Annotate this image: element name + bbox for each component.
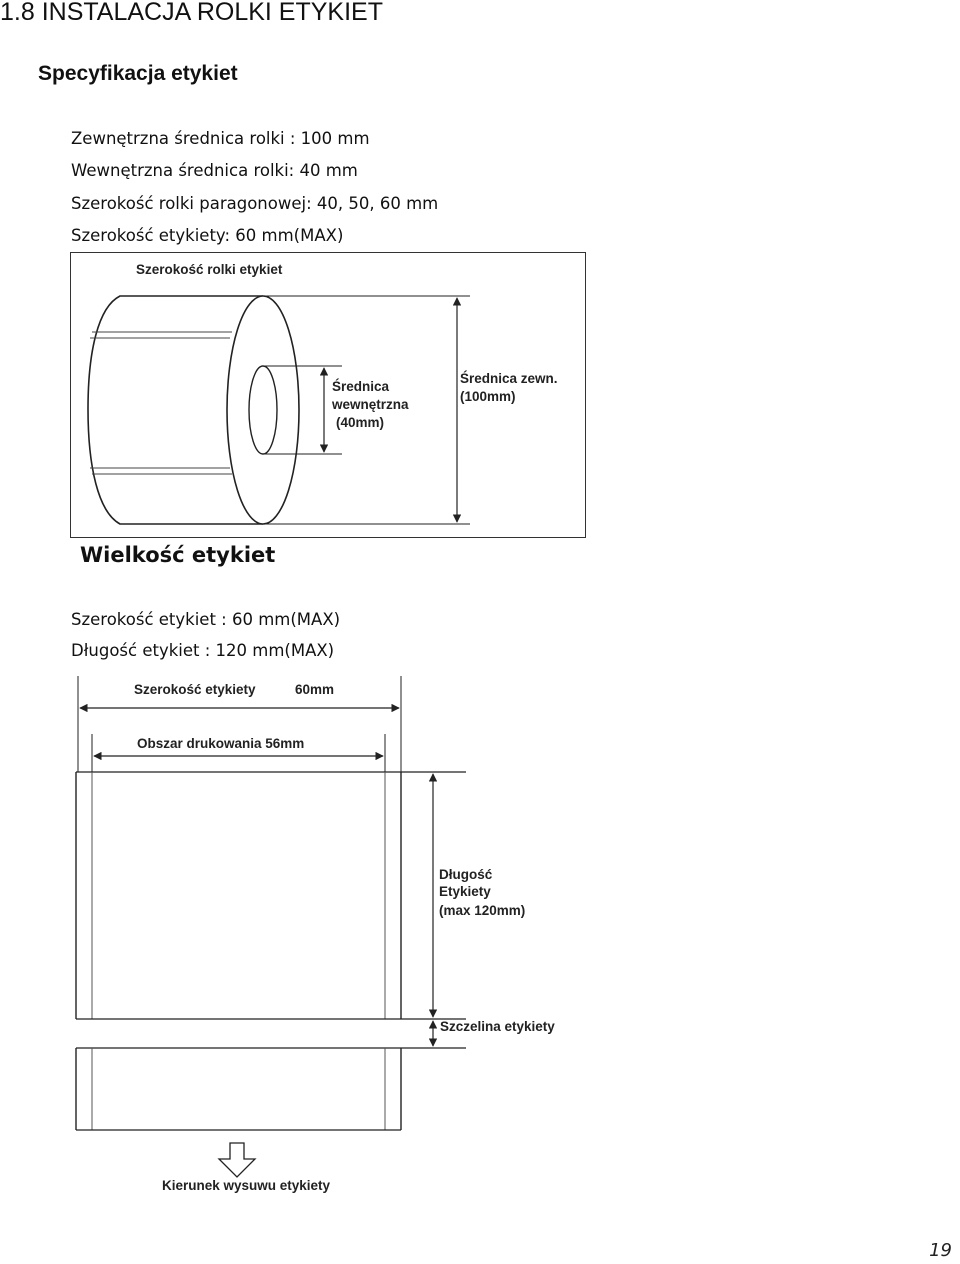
label-length-label-3: (max 120mm) <box>439 903 526 918</box>
label-diagram <box>70 672 570 1212</box>
label-width-value: 60mm <box>295 682 335 697</box>
outer-diameter-label-2: (100mm) <box>460 389 516 404</box>
roll-core <box>249 366 277 454</box>
label-width-label: Szerokość etykiety <box>134 682 256 697</box>
inner-diameter-label-1: Średnica <box>332 379 390 394</box>
section-title: 1.8 INSTALACJA ROLKI ETYKIET <box>0 0 383 26</box>
spec-heading: Specyfikacja etykiet <box>38 62 238 85</box>
size-heading: Wielkość etykiet <box>80 543 276 567</box>
print-area-label: Obszar drukowania 56mm <box>137 736 305 751</box>
gap-label: Szczelina etykiety <box>440 1019 555 1034</box>
inner-diameter-label-3: (40mm) <box>336 415 385 430</box>
outer-diameter-label-1: Średnica zewn. <box>460 371 558 386</box>
inner-diameter-label-2: wewnętrzna <box>332 397 409 412</box>
label-length-label-2: Etykiety <box>439 884 491 899</box>
page-number: 19 <box>929 1240 952 1261</box>
label-length-label-1: Długość <box>439 867 493 882</box>
feed-direction-label: Kierunek wysuwu etykiety <box>162 1178 331 1193</box>
spec-line-outer-diameter: Zewnętrzna średnica rolki : 100 mm <box>71 129 370 148</box>
size-line-width: Szerokość etykiet : 60 mm(MAX) <box>71 610 341 629</box>
size-line-length: Długość etykiet : 120 mm(MAX) <box>71 641 335 660</box>
spec-line-receipt-width: Szerokość rolki paragonowej: 40, 50, 60 mm <box>71 194 439 213</box>
roll-diagram <box>70 252 587 540</box>
spec-line-label-width: Szerokość etykiety: 60 mm(MAX) <box>71 226 344 245</box>
roll-width-label: Szerokość rolki etykiet <box>136 262 283 277</box>
spec-line-inner-diameter: Wewnętrzna średnica rolki: 40 mm <box>71 161 358 180</box>
feed-direction-arrow-icon <box>219 1143 255 1177</box>
